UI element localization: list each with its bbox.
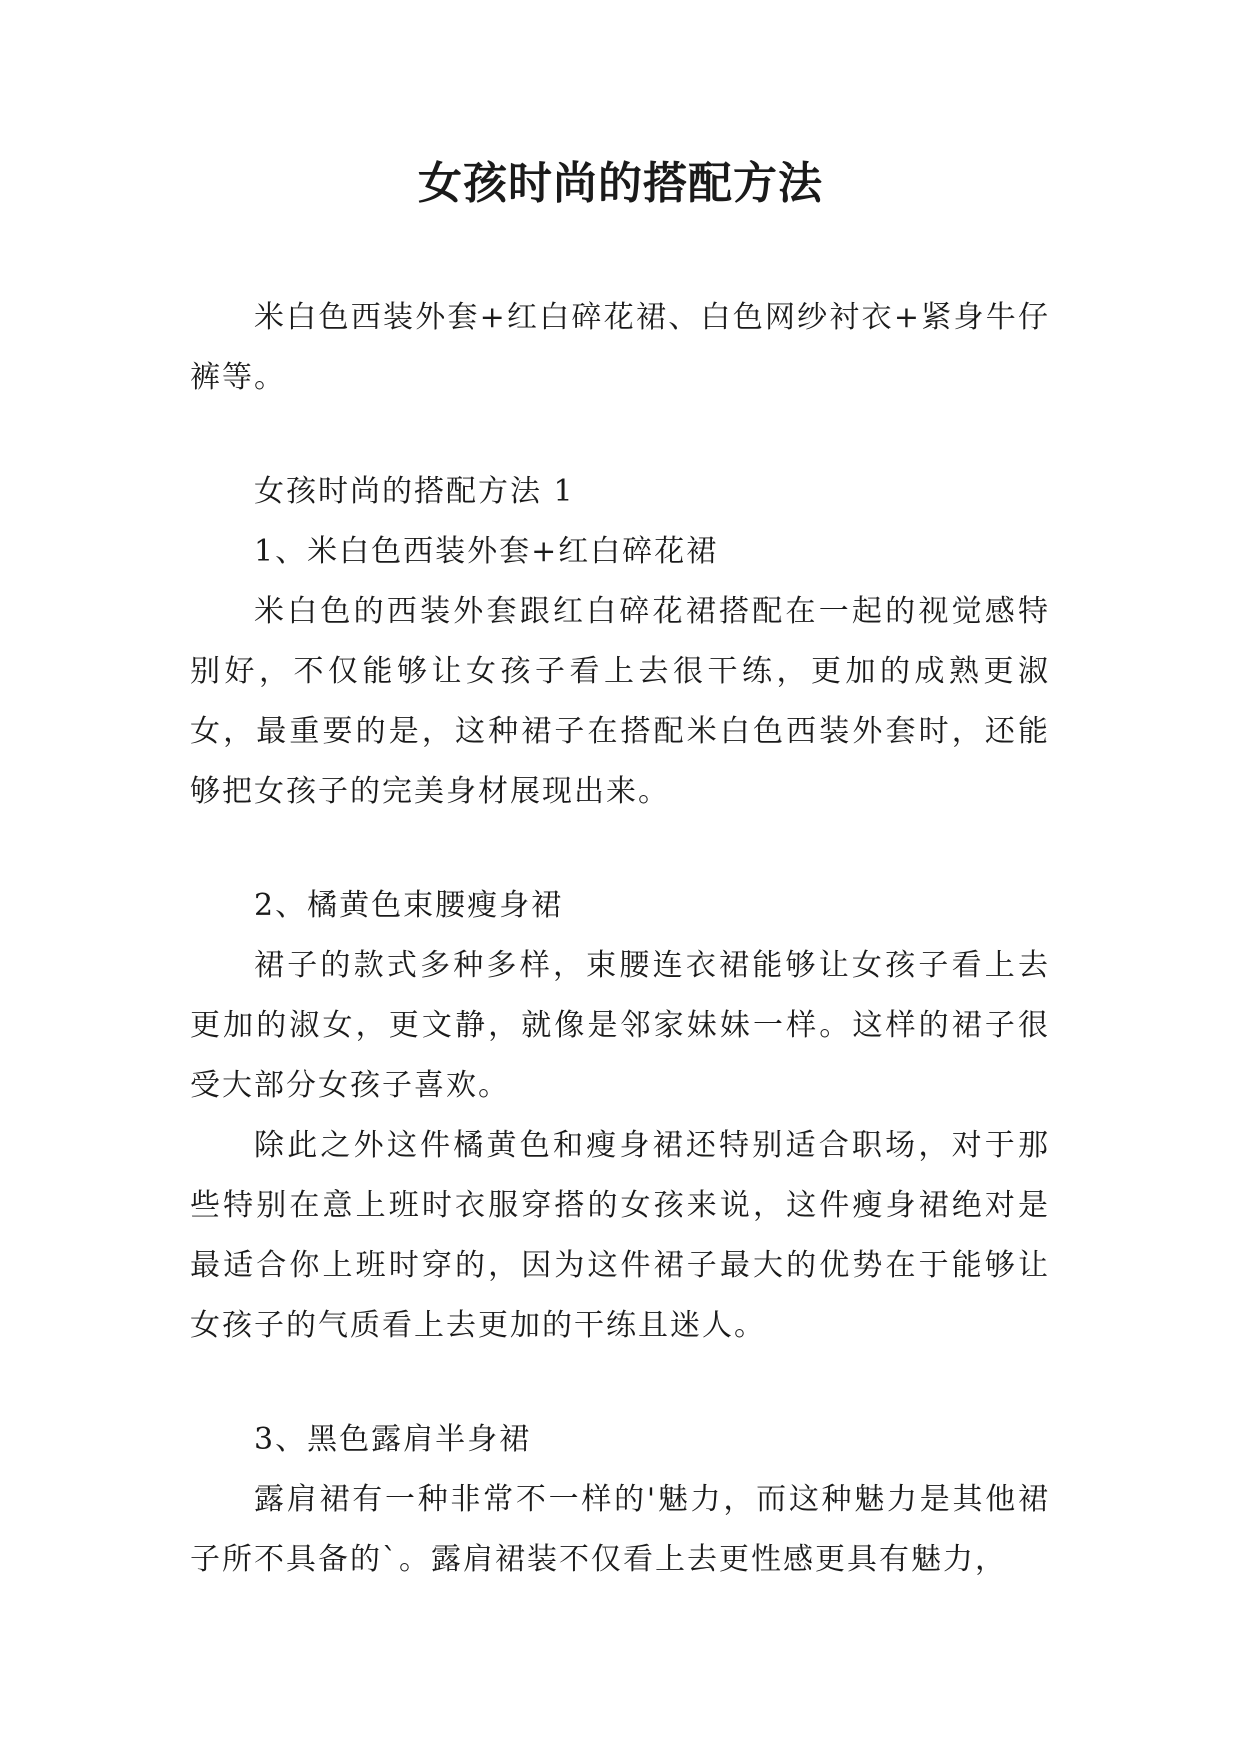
item1-heading: 1、米白色西装外套+红白碎花裙: [254, 534, 719, 569]
item1-paragraph: 米白色的西装外套跟红白碎花裙搭配在一起的视觉感特别好，不仅能够让女孩子看上去很干练，更加的成熟更淑女，最重要的是，这种裙子在搭配米白色西装外套时，还能够把女孩子的完美身材展现出来。: [190, 594, 1050, 809]
section-heading: 女孩时尚的搭配方法 1: [254, 474, 575, 509]
paragraph-gap: [190, 408, 1050, 462]
document-body: [190, 288, 1050, 1590]
item3-paragraph: 露肩裙有一种非常不一样的'魅力，而这种魅力是其他裙子所不具备的`。露肩裙装不仅看上去更性感更具有魅力，: [190, 1482, 1050, 1577]
intro-paragraph: 米白色西装外套+红白碎花裙、白色网纱衬衣+紧身牛仔裤等。: [190, 300, 1050, 395]
paragraph-gap: [190, 1356, 1050, 1410]
item2-paragraph-1: 裙子的款式多种多样，束腰连衣裙能够让女孩子看上去更加的淑女，更文静，就像是邻家妹妹一样。这样的裙子很受大部分女孩子喜欢。: [190, 948, 1050, 1103]
item3-heading: 3、黑色露肩半身裙: [254, 1422, 532, 1457]
item2-heading: 2、橘黄色束腰瘦身裙: [254, 888, 564, 923]
paragraph-gap: [190, 822, 1050, 876]
item2-paragraph-2: 除此之外这件橘黄色和瘦身裙还特别适合职场，对于那些特别在意上班时衣服穿搭的女孩来说，这件瘦身裙绝对是最适合你上班时穿的，因为这件裙子最大的优势在于能够让女孩子的气质看上去更加的干练且迷人。: [190, 1128, 1050, 1343]
document-title: 女孩时尚的搭配方法: [418, 158, 823, 209]
